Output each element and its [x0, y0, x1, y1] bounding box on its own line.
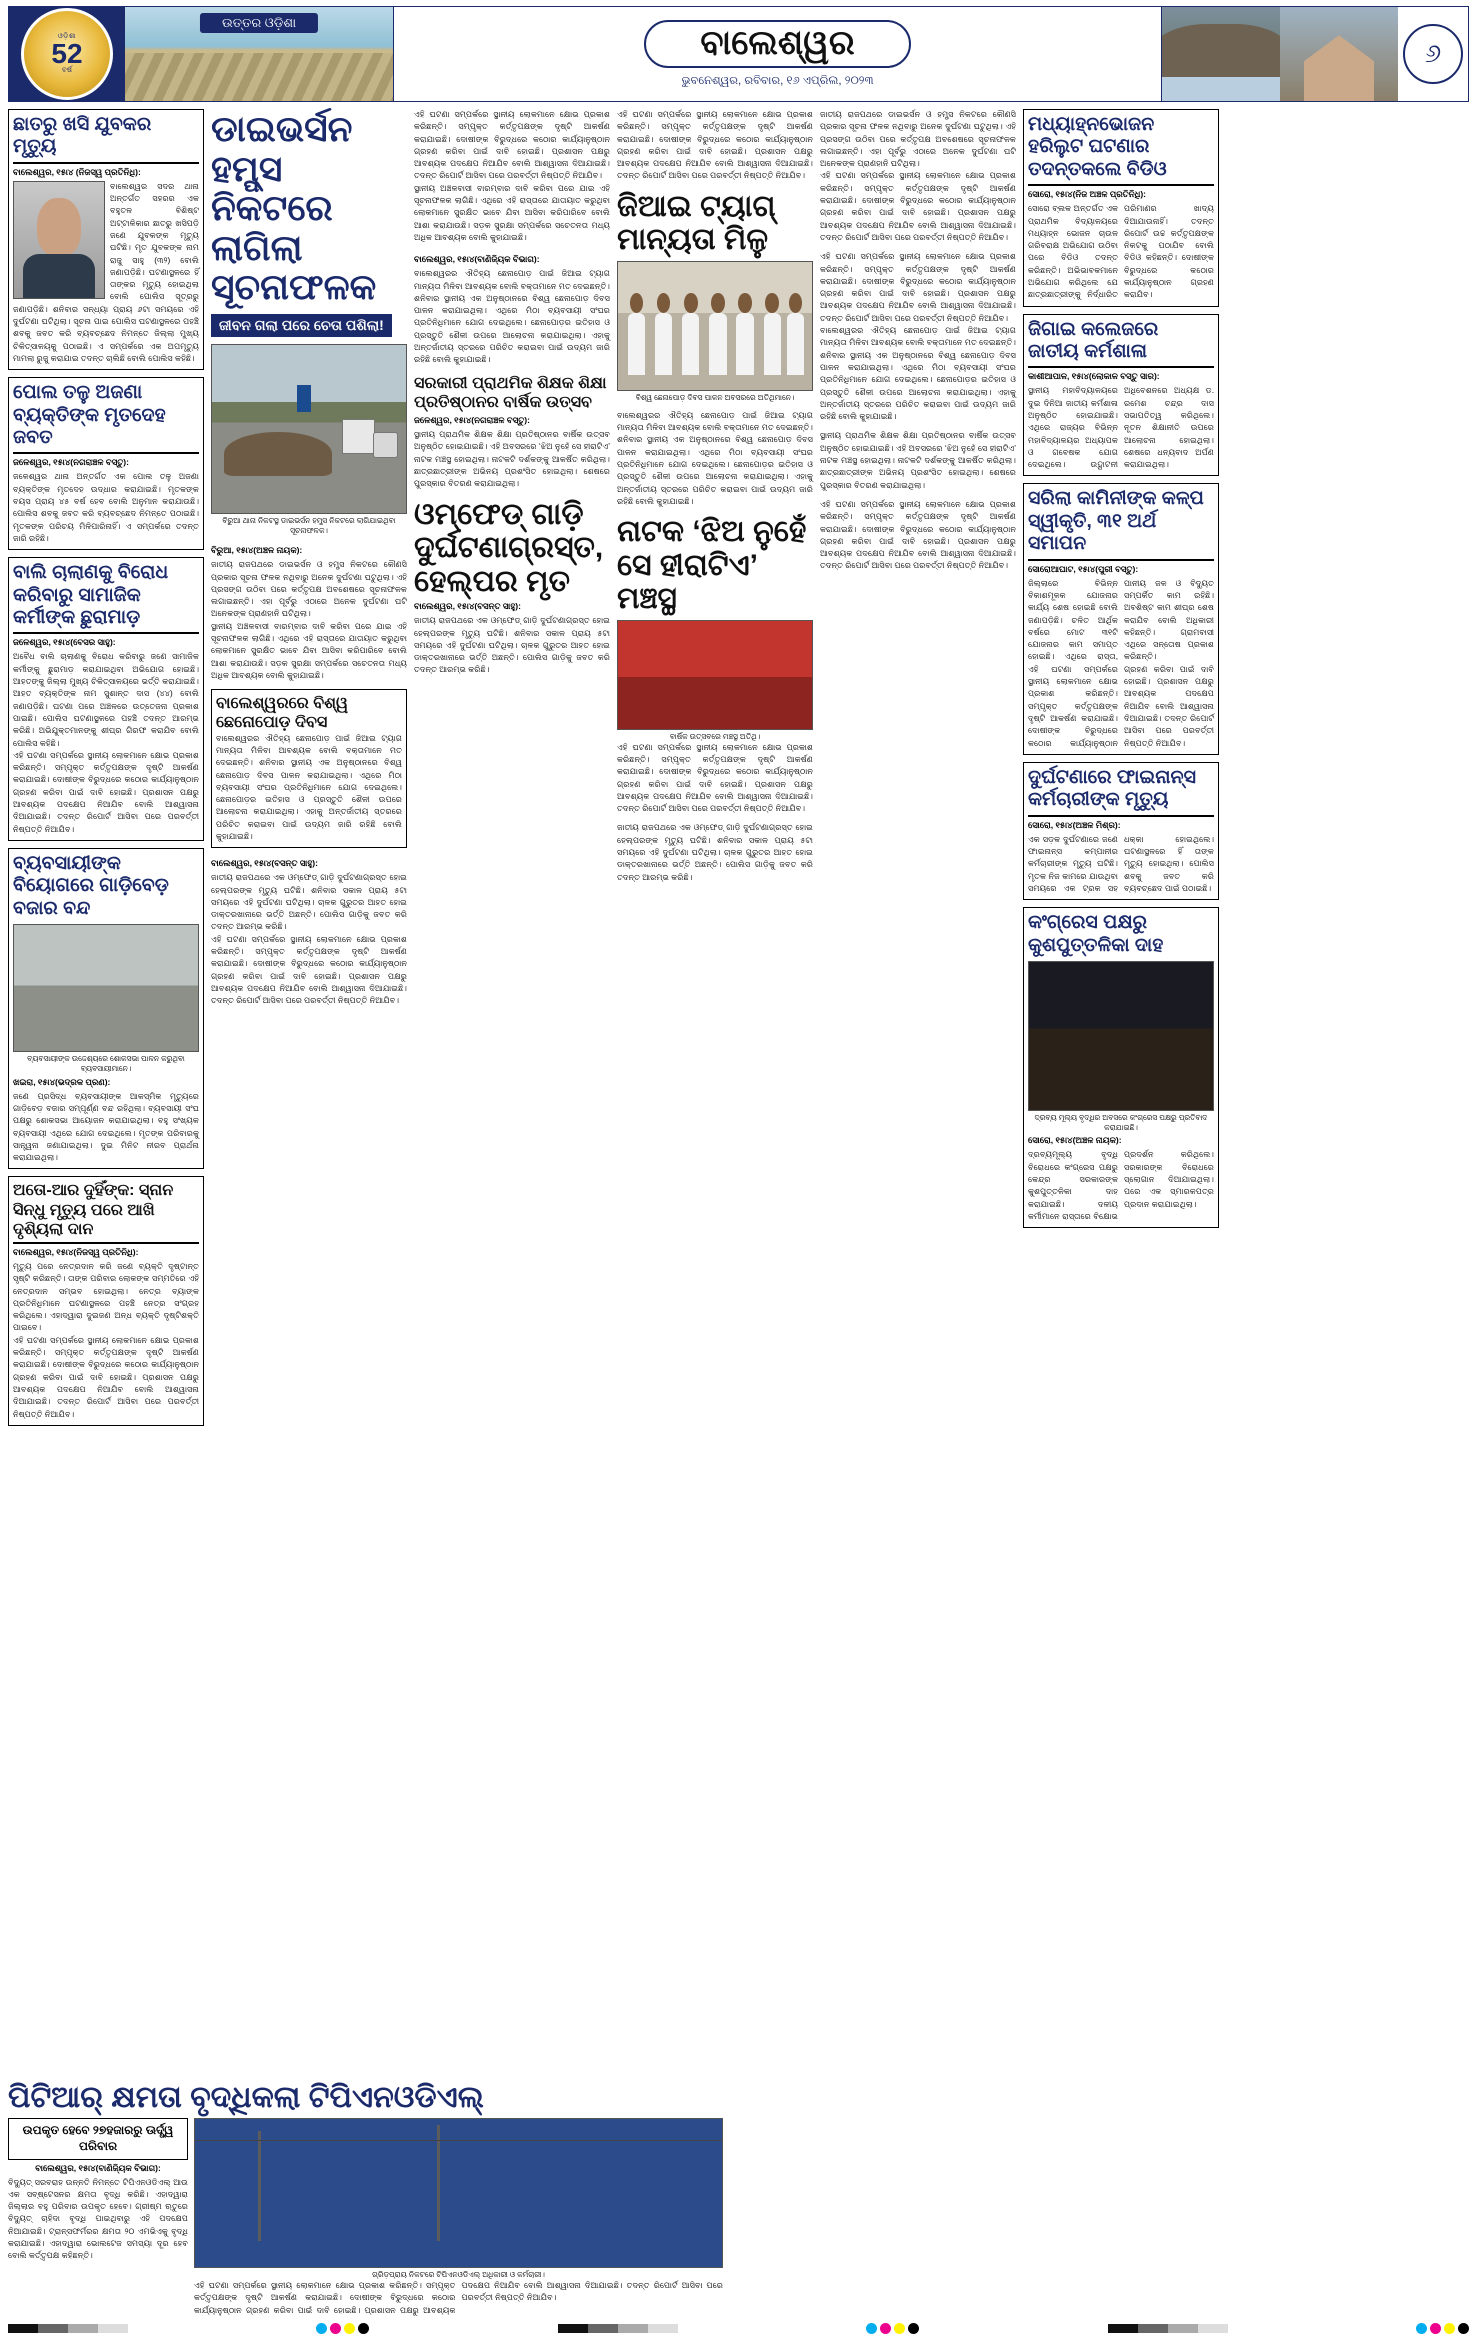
- yellow-dot: [1444, 2323, 1455, 2334]
- a14-boxed-note: ଉପକୃତ ହେବେ ୨୭ହଜାରରୁ ଊର୍ଦ୍ଧ୍ୱ ପରିବାର: [8, 2118, 188, 2159]
- person-body: [736, 313, 753, 374]
- a6-body-col4-holder: [617, 410, 813, 508]
- a6-dateline: ବାଲେଶ୍ୱର, ୧୫ା୪(ବାଣିଜ୍ୟିକ ବିଭାଗ):: [414, 254, 540, 265]
- power-wire: [195, 2140, 722, 2141]
- a11-headline: ଓମ୍ଫେଡ୍ ଗାଡ଼ି ଦୁର୍ଘଟଣାଗ୍ରସ୍ତ, ହେଲ୍ପର ମୃତ: [414, 497, 604, 598]
- black-dot: [358, 2323, 369, 2334]
- banner-ground: [125, 53, 393, 101]
- a13-headline: ଅତୋ-ଆର ଦୁହିଁଙ୍କ: ସ୍ନାନ ସିନ୍ଧୁ ମୃତ୍ୟୁ ପରେ ଆଖି ଦୃଶ୍ୟିଲା ଦାନ: [13, 1182, 174, 1238]
- person-head: [711, 293, 725, 313]
- a11-headline-holder: [414, 498, 610, 677]
- person-body: [1029, 962, 1213, 1033]
- a6-photo: [617, 261, 813, 391]
- a12-dateline: ସୋରୋ, ୧୫ା୪(ଅଞ୍ଚଳ ମିଶ୍ର):: [1028, 819, 1121, 830]
- a2-photo-holder: [211, 344, 407, 536]
- article-a5: [8, 377, 204, 550]
- column-1: [8, 109, 204, 1426]
- a14-body-row: [8, 2118, 723, 2317]
- a7-dateline: ଜଳେଶ୍ୱର, ୧୫ା୪(ବେସର ସାହୁ):: [13, 637, 116, 648]
- person-body: [195, 2226, 722, 2268]
- a11-body: ଜାତୀୟ ରାଜପଥରେ ଏକ ଓମ୍ଫେଡ୍ ଗାଡ଼ି ଦୁର୍ଘଟଣାଗ୍ରସ୍ତ ହୋଇ ହେଲ୍ପରଙ୍କ ମୃତ୍ୟୁ ଘଟିଛି। ଶନିବାର ସକାଳ ପ୍ରାୟ ୫ଟା ସମୟରେ ଏହି ଦୁର୍ଘଟଣା ଘଟିଥିଲା। ଚାଳକ ଗୁରୁତର ଆହତ ହୋଇ ଡାକ୍ତରଖାନାରେ ଭର୍ତ୍ତି ଅଛନ୍ତି। ପୋଲିସ ଗାଡ଼ିକୁ ଜବତ କରି ତଦନ୍ତ ଆରମ୍ଭ କରିଛି।: [414, 616, 610, 675]
- a15-body: ଦ୍ରବ୍ୟମୂଲ୍ୟ ବୃଦ୍ଧି ବିରୋଧରେ କଂଗ୍ରେସ ପକ୍ଷରୁ କେନ୍ଦ୍ର ସରକାରଙ୍କ କୁଶପୁତ୍ତଳିକା ଦାହ କରାଯାଇଛି। ଦଳୀୟ କର୍ମୀମାନେ ରାସ୍ତାରେ ବିକ୍ଷୋଭ ପ୍ରଦର୍ଶନ କରିଥିଲେ। ସରକାରଙ୍କ ବିରୋଧରେ ସ୍ଲୋଗାନ ଦିଆଯାଇଥିଲା। ପରେ ଏକ ସ୍ମାରକପତ୍ର ପ୍ରଦାନ କରାଯାଇଥିଲା।: [1028, 1150, 1214, 1221]
- a2-body-col4: ଏହି ଘଟଣା ସମ୍ପର୍କରେ ସ୍ଥାନୀୟ ଲୋକମାନେ କ୍ଷୋଭ ପ୍ରକାଶ କରିଛନ୍ତି। ସମ୍ପୃକ୍ତ କର୍ତ୍ତୃପକ୍ଷଙ୍କ ଦୃଷ୍ଟି ଆକର୍ଷଣ କରାଯାଇଛି। ଦୋଷୀଙ୍କ ବିରୁଦ୍ଧରେ କଠୋର କାର୍ଯ୍ୟାନୁଷ୍ଠାନ ଗ୍ରହଣ କରିବା ପାଇଁ ଦାବି ହୋଇଛି। ପ୍ରଶାସନ ପକ୍ଷରୁ ଆବଶ୍ୟକ ପଦକ୍ଷେପ ନିଆଯିବ ବୋଲି ଆଶ୍ୱାସନା ଦିଆଯାଇଛି। ତଦନ୍ତ ରିପୋର୍ଟ ଆସିବା ପରେ ପରବର୍ତ୍ତୀ ନିଷ୍ପତ୍ତି ନିଆଯିବ।: [617, 110, 813, 181]
- masthead-center: [393, 7, 1162, 101]
- cyan-dot: [316, 2323, 327, 2334]
- a2-body-col5: ଜାତୀୟ ରାଜପଥରେ ଡାଇଭର୍ସନ ଓ ହମ୍ପ୍ସ ନିକଟରେ କୌଣସି ପ୍ରକାର ସୂଚନା ଫଳକ ନଥିବାରୁ ଅନେକ ଦୁର୍ଘଟଣା ଘଟୁଥିଲା। ଏହି ପ୍ରସଙ୍ଗ ଉଠିବା ପରେ କର୍ତ୍ତୃପକ୍ଷ ଅବଶେଷରେ ସୂଚନାଫଳକ ଲଗାଇଛନ୍ତି। ଏହା ପୂର୍ବରୁ ଏଠାରେ ଅନେକ ଦୁର୍ଘଟଣା ଘଟି ଅନେକଙ୍କ ପ୍ରାଣହାନି ଘଟିଥିଲା।: [820, 110, 1016, 169]
- magenta-dot: [1430, 2323, 1441, 2334]
- a6-photo-caption: ବିଶ୍ୱ ଛେନାପୋଡ଼ ଦିବସ ପାଳନ ଅବସରରେ ଅତିଥିମାନେ।: [635, 392, 795, 402]
- column-5: [820, 109, 1016, 1426]
- article-a1: [8, 109, 204, 370]
- a5-body: ଜଳେଶ୍ୱର ଥାନା ଅନ୍ତର୍ଗତ ଏକ ପୋଲ ତଳୁ ଅଜଣା ବ୍ୟକ୍ତିଙ୍କ ମୃତଦେହ ଉଦ୍ଧାର କରାଯାଇଛି। ମୃତକଙ୍କ ବୟସ ପ୍ରାୟ ୪୫ ବର୍ଷ ହେବ ବୋଲି ଅନୁମାନ କରାଯାଉଛି। ପୋଲିସ ଶବକୁ ଜବତ କରି ବ୍ୟବଚ୍ଛେଦ ନିମନ୍ତେ ପଠାଇଛି। ମୃତକଙ୍କ ପରିଚୟ ମିଳିପାରିନାହିଁ। ଏ ସମ୍ପର୍କରେ ତଦନ୍ତ ଜାରି ରହିଛି।: [13, 472, 199, 543]
- a9-photo-caption: ବାର୍ଷିକ ଉତ୍ସବରେ ମଞ୍ଚସ୍ଥ ଅତିଥି।: [669, 731, 761, 741]
- face-shape: [37, 198, 80, 256]
- a9-left: [414, 374, 610, 491]
- masthead-photo-left: [1162, 7, 1280, 101]
- a6-kicker: ବାଲେଶ୍ୱରରେ ବିଶ୍ୱ ଛେନୋପୋଡ଼ ଦିବସ: [216, 695, 349, 732]
- a2-subhead-holder: [211, 314, 407, 337]
- a10-photo: [13, 924, 199, 1052]
- a6-body-col5b: ବାଲେଶ୍ୱରର ଐତିହ୍ୟ ଛେନାପୋଡ଼ ପାଇଁ ଜିଆଇ ଟ୍ୟାଗ ମାନ୍ୟତା ମିଳିବା ଆବଶ୍ୟକ ବୋଲି ବକ୍ତାମାନେ ମତ ଦେଇଛନ୍ତି। ଶନିବାର ସ୍ଥାନୀୟ ଏକ ଅନୁଷ୍ଠାନରେ ବିଶ୍ୱ ଛେନାପୋଡ଼ ଦିବସ ପାଳନ କରାଯାଇଥିଲା। ଏଥିରେ ମିଠା ବ୍ୟବସାୟୀ ସଂଘର ପ୍ରତିନିଧିମାନେ ଯୋଗ ଦେଇଥିଲେ। ଛେନାପୋଡ଼ର ଇତିହାସ ଓ ପ୍ରସ୍ତୁତି ଶୈଳୀ ଉପରେ ଆଲୋଚନା କରାଯାଇଥିଲା। ଏହାକୁ ଅନ୍ତର୍ଜାତୀୟ ସ୍ତରରେ ପରିଚିତ କରାଇବା ପାଇଁ ଉଦ୍ୟମ ଜାରି ରହିଛି ବୋଲି କୁହାଯାଇଛି।: [820, 326, 1016, 422]
- a2-body-1: ଜାତୀୟ ରାଜପଥରେ ଡାଇଭର୍ସନ ଓ ହମ୍ପ୍ସ ନିକଟରେ କୌଣସି ପ୍ରକାର ସୂଚନା ଫଳକ ନଥିବାରୁ ଅନେକ ଦୁର୍ଘଟଣା ଘଟୁଥିଲା। ଏହି ପ୍ରସଙ୍ଗ ଉଠିବା ପରେ କର୍ତ୍ତୃପକ୍ଷ ଅବଶେଷରେ ସୂଚନାଫଳକ ଲଗାଇଛନ୍ତି। ଏହା ପୂର୍ବରୁ ଏଠାରେ ଅନେକ ଦୁର୍ଘଟଣା ଘଟି ଅନେକଙ୍କ ପ୍ରାଣହାନି ଘଟିଥିଲା।: [211, 560, 407, 619]
- a14-note-wrap: [8, 2118, 188, 2262]
- article-a7: [8, 557, 204, 841]
- a8-body: ଜିଲ୍ଲାରେ ବିଭିନ୍ନ ବିକାଶମୂଳକ ଯୋଜନାର କାର୍ଯ୍ୟ ଶେଷ ହୋଇଛି ବୋଲି ଜଣାପଡ଼ିଛି। ଚଳିତ ଆର୍ଥିକ ବର୍ଷରେ ମୋଟ ୩୧ଟି ଯୋଜନାର କାମ ସମାପ୍ତ ହୋଇଛି। ଏଥିରେ ରାସ୍ତା, ପାନୀୟ ଜଳ ଓ ବିଦ୍ୟୁତ ସମ୍ପର୍କିତ କାମ ରହିଛି। ଅବଶିଷ୍ଟ କାମ ଶୀଘ୍ର ଶେଷ କରାଯିବ ବୋଲି ଅଧିକାରୀ କହିଛନ୍ତି। ଗ୍ରାମବାସୀ ଏଥିରେ ସନ୍ତୋଷ ପ୍ରକାଶ କରିଛନ୍ତି।: [1028, 578, 1214, 662]
- a14-body-left: ବିଦ୍ୟୁତ୍ ସରବରାହ ଉନ୍ନତି ନିମନ୍ତେ ଟିପିଏନଓଡିଏଲ୍ ଆଉ ଏକ ସବ୍‍ଷ୍ଟେସନର କ୍ଷମତା ବୃଦ୍ଧି କରିଛି। ଏହାଦ୍ୱାରା ଜିଲ୍ଲାର ବହୁ ପରିବାର ଉପକୃତ ହେବେ। ଗ୍ରୀଷ୍ମ ଋତୁରେ ବିଦ୍ୟୁତ୍ ଚାହିଦା ବୃଦ୍ଧି ପାଇଥିବାରୁ ଏହି ପଦକ୍ଷେପ ନିଆଯାଇଛି। ଟ୍ରାନ୍ସଫର୍ମରର କ୍ଷମତା ୨୦ ଏମଭିଏକୁ ବୃଦ୍ଧି କରାଯାଇଛି। ଏହାଦ୍ୱାରା ଭୋଲଟେଜ ସମସ୍ୟା ଦୂର ହେବ ବୋଲି କର୍ତ୍ତୃପକ୍ଷ କହିଛନ୍ତି।: [8, 2177, 188, 2261]
- road-dirt-pile: [224, 432, 333, 476]
- person-body: [628, 313, 645, 374]
- a14-headline: ପିଟିଆର୍ କ୍ଷମତା ବୃଦ୍ଧିକଲା ଟିପିଏନଓଡିଏଲ୍: [8, 2080, 484, 2114]
- a2-body-cont2: ସ୍ଥାନୀୟ ଅଞ୍ଚଳବାସୀ ବାରମ୍ବାର ଦାବି କରିବା ପରେ ଯାଇ ଏହି ସୂଚନାଫଳକ ଲାଗିଛି। ଏଥିରେ ଏହି ରାସ୍ତାରେ ଯାତାୟାତ କରୁଥିବା ଲୋକମାନେ ସୁରକ୍ଷିତ ଭାବେ ଯିବା ଆସିବା କରିପାରିବେ ବୋଲି ଆଶା କରାଯାଉଛି। ସଡ଼କ ସୁରକ୍ଷା ସମ୍ପର୍କରେ ସଚେତନତା ମଧ୍ୟ ଅଧିକ ଆବଶ୍ୟକ ବୋଲି କୁହାଯାଇଛି।: [414, 183, 610, 242]
- a11-dateline-2: ବାଲେଶ୍ୱର, ୧୫ା୪(ବସନ୍ତ ସାହୁ):: [414, 601, 521, 612]
- a2-body-cont: ଏହି ଘଟଣା ସମ୍ପର୍କରେ ସ୍ଥାନୀୟ ଲୋକମାନେ କ୍ଷୋଭ ପ୍ରକାଶ କରିଛନ୍ତି। ସମ୍ପୃକ୍ତ କର୍ତ୍ତୃପକ୍ଷଙ୍କ ଦୃଷ୍ଟି ଆକର୍ଷଣ କରାଯାଇଛି। ଦୋଷୀଙ୍କ ବିରୁଦ୍ଧରେ କଠୋର କାର୍ଯ୍ୟାନୁଷ୍ଠାନ ଗ୍ରହଣ କରିବା ପାଇଁ ଦାବି ହୋଇଛି। ପ୍ରଶାସନ ପକ୍ଷରୁ ଆବଶ୍ୟକ ପଦକ୍ଷେପ ନିଆଯିବ ବୋଲି ଆଶ୍ୱାସନା ଦିଆଯାଇଛି। ତଦନ୍ତ ରିପୋର୍ଟ ଆସିବା ପରେ ପରବର୍ତ୍ତୀ ନିଷ୍ପତ୍ତି ନିଆଯିବ।: [414, 110, 610, 181]
- article-a10: [8, 848, 204, 1170]
- a2-photo-caption: ବିରୁଆ ଥାନା ନିକଟସ୍ଥ ଡାଇଭର୍ସନ ହମ୍ପ୍ସ ନିକଟରେ ଲାଗିଯାଇଥିବା ସୂଚନାଫଳକ।: [222, 515, 396, 535]
- a7-body-cont: ଏହି ଘଟଣା ସମ୍ପର୍କରେ ସ୍ଥାନୀୟ ଲୋକମାନେ କ୍ଷୋଭ ପ୍ରକାଶ କରିଛନ୍ତି। ସମ୍ପୃକ୍ତ କର୍ତ୍ତୃପକ୍ଷଙ୍କ ଦୃଷ୍ଟି ଆକର୍ଷଣ କରାଯାଇଛି। ଦୋଷୀଙ୍କ ବିରୁଦ୍ଧରେ କଠୋର କାର୍ଯ୍ୟାନୁଷ୍ଠାନ ଗ୍ରହଣ କରିବା ପାଇଁ ଦାବି ହୋଇଛି। ପ୍ରଶାସନ ପକ୍ଷରୁ ଆବଶ୍ୟକ ପଦକ୍ଷେପ ନିଆଯିବ ବୋଲି ଆଶ୍ୱାସନା ଦିଆଯାଇଛି। ତଦନ୍ତ ରିପୋର୍ଟ ଆସିବା ପରେ ପରବର୍ତ୍ତୀ ନିଷ୍ପତ୍ତି ନିଆଯିବ।: [13, 750, 199, 834]
- a9-dateline: ଜଳେଶ୍ୱର, ୧୫ା୪(ନଗରାଞ୍ଚଳ ବସ୍ତୁ):: [414, 415, 530, 426]
- a1-body: ବାଲେଶ୍ୱର ସଦର ଥାନା ଅନ୍ତର୍ଗତ ସହରର ଏକ ବହୁତଳ ବିଶିଷ୍ଟ ଅଟ୍ଟାଳିକାର ଛାତରୁ ଖସିପଡ଼ି ଜଣେ ଯୁବକଙ୍କ ମୃତ୍ୟୁ ଘଟିଛି। ମୃତ ଯୁବକଙ୍କ ନାମ ରାଜୁ ସାହୁ (୩୨) ବୋଲି ଜଣାପଡ଼ିଛି। ଘଟଣାସ୍ଥଳରେ ହିଁ ତାଙ୍କର ମୃତ୍ୟୁ ହୋଇଥିଲା ବୋଲି ପୋଲିସ ସୂତ୍ରରୁ ଜଣାପଡ଼ିଛି। ଶନିବାର ସନ୍ଧ୍ୟା ପ୍ରାୟ ୬ଟା ସମୟରେ ଏହି ଦୁର୍ଘଟଣା ଘଟିଥିଲା। ସୂଚନା ପାଇ ପୋଲିସ ଘଟଣାସ୍ଥଳରେ ପହଞ୍ଚି ଶବକୁ ଜବତ କରି ବ୍ୟବଚ୍ଛେଦ ନିମନ୍ତେ ଜିଲ୍ଲା ମୁଖ୍ୟ ଚିକିତ୍ସାଳୟକୁ ପଠାଇଛି। ଏ ସମ୍ପର୍କରେ ଏକ ଅପମୃତ୍ୟୁ ମାମଲା ରୁଜୁ କରାଯାଇ ତଦନ୍ତ ଚାଲିଛି ବୋଲି ପୋଲିସ କହିଛି।: [13, 181, 199, 363]
- a7-body: ଅବୈଧ ବାଲି ଚାଲାଣକୁ ବିରୋଧ କରିବାରୁ ଜଣେ ସାମାଜିକ କର୍ମୀଙ୍କୁ ଛୁରାମାଡ଼ କରାଯାଇଥିବା ଅଭିଯୋଗ ହୋଇଛି। ଆହତଙ୍କୁ ଜିଲ୍ଲା ମୁଖ୍ୟ ଚିକିତ୍ସାଳୟରେ ଭର୍ତ୍ତି କରାଯାଇଛି। ଆହତ ବ୍ୟକ୍ତିଙ୍କ ନାମ ସୁଶାନ୍ତ ଦାସ (୪୪) ବୋଲି ଜଣାପଡ଼ିଛି। ଘଟଣା ପରେ ଅଞ୍ଚଳରେ ଉତ୍ତେଜନା ପ୍ରକାଶ ପାଇଛି। ପୋଲିସ ଘଟଣାସ୍ଥଳରେ ପହଞ୍ଚି ତଦନ୍ତ ଆରମ୍ଭ କରିଛି। ଅଭିଯୁକ୍ତମାନଙ୍କୁ ଶୀଘ୍ର ଗିରଫ କରାଯିବ ବୋଲି ପୋଲିସ କହିଛି।: [13, 652, 199, 748]
- a6-body-col5: ଏହି ଘଟଣା ସମ୍ପର୍କରେ ସ୍ଥାନୀୟ ଲୋକମାନେ କ୍ଷୋଭ ପ୍ରକାଶ କରିଛନ୍ତି। ସମ୍ପୃକ୍ତ କର୍ତ୍ତୃପକ୍ଷଙ୍କ ଦୃଷ୍ଟି ଆକର୍ଷଣ କରାଯାଇଛି। ଦୋଷୀଙ୍କ ବିରୁଦ୍ଧରେ କଠୋର କାର୍ଯ୍ୟାନୁଷ୍ଠାନ ଗ୍ରହଣ କରିବା ପାଇଁ ଦାବି ହୋଇଛି। ପ୍ରଶାସନ ପକ୍ଷରୁ ଆବଶ୍ୟକ ପଦକ୍ଷେପ ନିଆଯିବ ବୋଲି ଆଶ୍ୱାସନା ଦିଆଯାଇଛି। ତଦନ୍ତ ରିପୋର୍ଟ ଆସିବା ପରେ ପରବର୍ତ୍ତୀ ନିଷ୍ପତ୍ତି ନିଆଯିବ।: [820, 252, 1016, 323]
- column-6: [1023, 109, 1219, 1426]
- a14-photo-wrap: [194, 2118, 723, 2317]
- article-a13: [8, 1176, 204, 1425]
- a3-headline: ମଧ୍ୟାହ୍ନଭୋଜନ ହରିଲୁଟ ଘଟଣାର ତଦନ୍ତକଲେ ବିଡିଓ: [1028, 114, 1167, 180]
- person-head: [630, 293, 644, 313]
- seal-number: 52: [51, 38, 83, 69]
- person-body: [1029, 1104, 1213, 1111]
- page-title: ବାଲେଶ୍ୱର: [644, 20, 910, 68]
- column-2: [211, 109, 407, 1426]
- masthead-dateline: ଭୁବନେଶ୍ୱର, ରବିବାର, ୧୬ ଏପ୍ରିଲ, ୨୦୨୩: [681, 74, 874, 87]
- a10-body: ଜଣେ ପ୍ରସିଦ୍ଧ ବ୍ୟବସାୟୀଙ୍କ ଆକସ୍ମିକ ମୃତ୍ୟୁରେ ଗାଡ଼ିବେଡ଼ ବଜାର ସମ୍ପୂର୍ଣ୍ଣ ବନ୍ଦ ରହିଥିଲା। ବ୍ୟବସାୟୀ ସଂଘ ପକ୍ଷରୁ ଶୋକସଭା ଆୟୋଜନ କରାଯାଇଥିଲା। ବହୁ ସଂଖ୍ୟକ ବ୍ୟବସାୟୀ ଏଥିରେ ଯୋଗ ଦେଇଥିଲେ। ମୃତଙ୍କ ପରିବାରକୁ ସାନ୍ତ୍ୱନା ଜଣାଯାଇଥିଲା। ଦୁଇ ମିନିଟ ନୀରବ ପ୍ରାର୍ଥନା କରାଯାଇଥିଲା।: [13, 1091, 199, 1163]
- divider: [13, 162, 199, 164]
- black-dot: [908, 2323, 919, 2334]
- page-number: ୬: [1403, 24, 1463, 84]
- person-body: [764, 313, 781, 374]
- a14-photo: [194, 2118, 723, 2268]
- column-4: [617, 109, 813, 1426]
- a14-header: [8, 2081, 723, 2115]
- a4-dateline: କାଶୀଆପାଳ, ୧୫ା୪(ଲୋକାଳ ବସ୍ତୁ ସାର):: [1028, 371, 1160, 382]
- a4-headline: ଜିଗାଇ କଲେଜରେ ଜାତୀୟ କର୍ମଶାଳା: [1028, 318, 1159, 362]
- a6-headline: ଜିଆଇ ଟ୍ୟାଗ୍ ମାନ୍ୟତା ମିଳୁ: [617, 189, 776, 257]
- person-body: [618, 621, 812, 669]
- article-a3: [1023, 109, 1219, 307]
- grayscale-bar: [8, 2324, 128, 2333]
- grayscale-bar-2: [558, 2324, 678, 2333]
- person-head: [684, 293, 698, 313]
- a9-body-left: ସ୍ଥାନୀୟ ପ୍ରାଥମିକ ଶିକ୍ଷକ ଶିକ୍ଷା ପ୍ରତିଷ୍ଠାନର ବାର୍ଷିକ ଉତ୍ସବ ଅନୁଷ୍ଠିତ ହୋଇଯାଇଛି। ଏହି ଅବସରରେ ‘ଝିଅ ନୁହେଁ ସେ ହୀରାଟିଏ’ ନାଟକ ମଞ୍ଚସ୍ଥ ହୋଇଥିଲା। ନାଟକଟି ଦର୍ଶକଙ୍କୁ ଆକର୍ଷିତ କରିଥିଲା। ଛାତ୍ରଛାତ୍ରୀଙ୍କ ଅଭିନୟ ପ୍ରଶଂସିତ ହୋଇଥିଲା। ଶେଷରେ ପୁରସ୍କାର ବିତରଣ କରାଯାଇଥିଲା।: [414, 430, 610, 489]
- a2-text-holder: [211, 542, 407, 682]
- article-a12: [1023, 762, 1219, 900]
- column-3: [414, 109, 610, 1426]
- seal-top-text: ଓଡ଼ିଶା: [57, 33, 77, 40]
- person-head: [789, 293, 803, 313]
- yellow-dot: [344, 2323, 355, 2334]
- grayscale-bar-3: [1108, 2324, 1228, 2333]
- a11-body-col5: ଏହି ଘଟଣା ସମ୍ପର୍କରେ ସ୍ଥାନୀୟ ଲୋକମାନେ କ୍ଷୋଭ ପ୍ରକାଶ କରିଛନ୍ତି। ସମ୍ପୃକ୍ତ କର୍ତ୍ତୃପକ୍ଷଙ୍କ ଦୃଷ୍ଟି ଆକର୍ଷଣ କରାଯାଇଛି। ଦୋଷୀଙ୍କ ବିରୁଦ୍ଧରେ କଠୋର କାର୍ଯ୍ୟାନୁଷ୍ଠାନ ଗ୍ରହଣ କରିବା ପାଇଁ ଦାବି ହୋଇଛି। ପ୍ରଶାସନ ପକ୍ଷରୁ ଆବଶ୍ୟକ ପଦକ୍ଷେପ ନିଆଯିବ ବୋଲି ଆଶ୍ୱାସନା ଦିଆଯାଇଛି। ତଦନ୍ତ ରିପୋର୍ଟ ଆସିବା ପରେ ପରବର୍ତ୍ତୀ ନିଷ୍ପତ୍ତି ନିଆଯିବ।: [820, 499, 1016, 571]
- masthead-photo-right: [1280, 7, 1398, 101]
- masthead-logo: [9, 7, 125, 101]
- a3-body: ସୋରୋ ବ୍ଲକ ଅନ୍ତର୍ଗତ ଏକ ପ୍ରାଥମିକ ବିଦ୍ୟାଳୟରେ ମଧ୍ୟାହ୍ନ ଭୋଜନ ଚାଉଳ ଗରିବରାକ୍ଷ ଅଭିଯୋଗ ଉଠିବା ପରେ ବିଡିଓ ତଦନ୍ତ କରିଛନ୍ତି। ଅଭିଭାବକମାନେ ଅଭିଯୋଗ କରିଥିଲେ ଯେ ଛାତ୍ରଛାତ୍ରୀଙ୍କୁ ନିର୍ଦ୍ଧାରିତ ପରିମାଣର ଖାଦ୍ୟ ଦିଆଯାଉନାହିଁ। ତଦନ୍ତ ରିପୋର୍ଟ ଉଚ୍ଚ କର୍ତ୍ତୃପକ୍ଷଙ୍କ ନିକଟକୁ ପଠାଯିବ ବୋଲି ବିଡିଓ କହିଛନ୍ତି। ଦୋଷୀଙ୍କ ବିରୁଦ୍ଧରେ କଠୋର କାର୍ଯ୍ୟାନୁଷ୍ଠାନ ଗ୍ରହଣ କରାଯିବ।: [1028, 204, 1214, 300]
- a5-dateline: ଜଳେଶ୍ୱର, ୧୫ା୪(ନଗରାଞ୍ଚଳ ବସ୍ତୁ):: [13, 457, 129, 468]
- a11-dateline: ବାଲେଶ୍ୱର, ୧୫ା୪(ବସନ୍ତ ସାହୁ):: [211, 858, 318, 869]
- a1-portrait-photo: [13, 181, 105, 299]
- cmyk-dots-right: [1416, 2323, 1469, 2334]
- water-shape: [1162, 77, 1280, 101]
- a8-body-cont: ଏହି ଘଟଣା ସମ୍ପର୍କରେ ସ୍ଥାନୀୟ ଲୋକମାନେ କ୍ଷୋଭ ପ୍ରକାଶ କରିଛନ୍ତି। ସମ୍ପୃକ୍ତ କର୍ତ୍ତୃପକ୍ଷଙ୍କ ଦୃଷ୍ଟି ଆକର୍ଷଣ କରାଯାଇଛି। ଦୋଷୀଙ୍କ ବିରୁଦ୍ଧରେ କଠୋର କାର୍ଯ୍ୟାନୁଷ୍ଠାନ ଗ୍ରହଣ କରିବା ପାଇଁ ଦାବି ହୋଇଛି। ପ୍ରଶାସନ ପକ୍ଷରୁ ଆବଶ୍ୟକ ପଦକ୍ଷେପ ନିଆଯିବ ବୋଲି ଆଶ୍ୱାସନା ଦିଆଯାଇଛି। ତଦନ୍ତ ରିପୋର୍ଟ ଆସିବା ପରେ ପରବର୍ତ୍ତୀ ନିଷ୍ପତ୍ତି ନିଆଯିବ।: [1028, 664, 1214, 748]
- a11-col5: [820, 499, 1016, 573]
- person-body: [618, 716, 812, 730]
- a15-photo-caption: ଦ୍ରବ୍ୟ ମୂଲ୍ୟ ବୃଦ୍ଧିର ଅବସରେ କଂଗ୍ରେସ ପକ୍ଷରୁ ପ୍ରତିବାଦ କରାଯାଇଛି।: [1034, 1112, 1208, 1132]
- region-tag: ଉତ୍ତର ଓଡ଼ିଶା: [200, 13, 318, 33]
- divider: [1028, 815, 1214, 817]
- person-head: [738, 293, 752, 313]
- page-number-holder: [1398, 7, 1468, 101]
- cyan-dot: [866, 2323, 877, 2334]
- black-dot: [1458, 2323, 1469, 2334]
- article-a4: [1023, 314, 1219, 477]
- person-head: [765, 293, 779, 313]
- cmyk-dots-left: [316, 2323, 369, 2334]
- a2-headline-holder: [211, 109, 407, 307]
- cmyk-dots-mid: [866, 2323, 919, 2334]
- a9-kicker: ସରକାରୀ ପ୍ରାଥମିକ ଶିକ୍ଷକ ଶିକ୍ଷା ପ୍ରତିଷ୍ଠାନର ବାର୍ଷିକ ଉତ୍ସବ: [414, 374, 607, 411]
- divider: [13, 632, 199, 634]
- article-a6-left: [211, 689, 407, 848]
- a2-headline: ଡାଇଭର୍ସନ ହମ୍ପ୍ସ ନିକଟରେ ଲାଗିଲା ସୂଚନାଫଳକ: [211, 108, 377, 308]
- person-body: [682, 313, 699, 374]
- divider: [13, 452, 199, 454]
- a7-headline: ବାଲି ଚାଲାଣକୁ ବିରୋଧ କରିବାରୁ ସାମାଜିକ କର୍ମୀଙ୍କ ଛୁରାମାଡ଼: [13, 562, 169, 629]
- a4-body: ସ୍ଥାନୀୟ ମହାବିଦ୍ୟାଳୟରେ ଦୁଇ ଦିନିଆ ଜାତୀୟ କର୍ମଶାଳା ଅନୁଷ୍ଠିତ ହୋଇଯାଇଛି। ଏଥିରେ ରାଜ୍ୟର ବିଭିନ୍ନ ମହାବିଦ୍ୟାଳୟର ଅଧ୍ୟାପକ ଓ ଗବେଷକ ଯୋଗ ଦେଇଥିଲେ। ଉଦ୍ଘାଟନୀ ଅଧିବେଶନରେ ଅଧ୍ୟକ୍ଷ ଡ. ରମେଶ ଚନ୍ଦ୍ର ଦାସ ସଭାପତିତ୍ୱ କରିଥିଲେ। ନୂତନ ଶିକ୍ଷାନୀତି ଉପରେ ଆଲୋଚନା ହୋଇଥିଲା। ଶେଷରେ ଧନ୍ୟବାଦ ଅର୍ପଣ କରାଯାଇଥିଲା।: [1028, 386, 1214, 470]
- a6-mid: [414, 251, 610, 366]
- a2-subhead: ଜୀବନ ଗଲା ପରେ ଚେତା ପଶିଲା!: [211, 314, 392, 337]
- a8-headline: ସରିଲା କାମିନୀଙ୍କ କଳ୍ପ ସ୍ୱୀକୃତି, ୩୧ ଅର୍ଥ ସମାପନ: [1028, 488, 1204, 555]
- cyan-dot: [1416, 2323, 1427, 2334]
- divider: [13, 1242, 199, 1244]
- seal-bottom-text: ବର୍ଷ: [62, 67, 72, 74]
- a14-headline-wrap: [8, 2081, 723, 2115]
- magenta-dot: [880, 2323, 891, 2334]
- a11-left: [211, 855, 407, 1007]
- a6-body-col4: ବାଲେଶ୍ୱରର ଐତିହ୍ୟ ଛେନାପୋଡ଼ ପାଇଁ ଜିଆଇ ଟ୍ୟାଗ ମାନ୍ୟତା ମିଳିବା ଆବଶ୍ୟକ ବୋଲି ବକ୍ତାମାନେ ମତ ଦେଇଛନ୍ତି। ଶନିବାର ସ୍ଥାନୀୟ ଏକ ଅନୁଷ୍ଠାନରେ ବିଶ୍ୱ ଛେନାପୋଡ଼ ଦିବସ ପାଳନ କରାଯାଇଥିଲା। ଏଥିରେ ମିଠା ବ୍ୟବସାୟୀ ସଂଘର ପ୍ରତିନିଧିମାନେ ଯୋଗ ଦେଇଥିଲେ। ଛେନାପୋଡ଼ର ଇତିହାସ ଓ ପ୍ରସ୍ତୁତି ଶୈଳୀ ଉପରେ ଆଲୋଚନା କରାଯାଇଥିଲା। ଏହାକୁ ଅନ୍ତର୍ଜାତୀୟ ସ୍ତରରେ ପରିଚିତ କରାଇବା ପାଇଁ ଉଦ୍ୟମ ଜାରି ରହିଛି ବୋଲି କୁହାଯାଇଛି।: [617, 410, 813, 506]
- a2-dateline: ବିରୁଆ, ୧୫ା୪(ଅଞ୍ଚଳ ନାୟକ):: [211, 545, 303, 556]
- a11-body-left: ଜାତୀୟ ରାଜପଥରେ ଏକ ଓମ୍ଫେଡ୍ ଗାଡ଼ି ଦୁର୍ଘଟଣାଗ୍ରସ୍ତ ହୋଇ ହେଲ୍ପରଙ୍କ ମୃତ୍ୟୁ ଘଟିଛି। ଶନିବାର ସକାଳ ପ୍ରାୟ ୫ଟା ସମୟରେ ଏହି ଦୁର୍ଘଟଣା ଘଟିଥିଲା। ଚାଳକ ଗୁରୁତର ଆହତ ହୋଇ ଡାକ୍ତରଖାନାରେ ଭର୍ତ୍ତି ଅଛନ୍ତି। ପୋଲିସ ଗାଡ଼ିକୁ ଜବତ କରି ତଦନ୍ତ ଆରମ୍ଭ କରିଛି।: [211, 873, 407, 932]
- a15-photo: [1028, 961, 1214, 1111]
- road-sign: [297, 385, 311, 412]
- a5-headline: ପୋଲ ତଳୁ ଅଜଣା ବ୍ୟକ୍ତିଙ୍କ ମୃତଦେହ ଜବତ: [13, 382, 166, 449]
- a15-dateline: ସୋରୋ, ୧୫ା୪(ଅଞ୍ଚଳ ନାୟକ):: [1028, 1135, 1122, 1146]
- person-body: [709, 313, 726, 374]
- car-shape: [373, 432, 398, 458]
- divider: [1028, 366, 1214, 368]
- a2-col4: [617, 109, 813, 183]
- a9-headline: ନାଟକ ‘ଝିଅ ନୁହେଁ ସେ ହୀରାଟିଏ’ ମଞ୍ଚସ୍ଥ: [617, 515, 807, 616]
- a6-body-mid: ବାଲେଶ୍ୱରର ଐତିହ୍ୟ ଛେନାପୋଡ଼ ପାଇଁ ଜିଆଇ ଟ୍ୟାଗ ମାନ୍ୟତା ମିଳିବା ଆବଶ୍ୟକ ବୋଲି ବକ୍ତାମାନେ ମତ ଦେଇଛନ୍ତି। ଶନିବାର ସ୍ଥାନୀୟ ଏକ ଅନୁଷ୍ଠାନରେ ବିଶ୍ୱ ଛେନାପୋଡ଼ ଦିବସ ପାଳନ କରାଯାଇଥିଲା। ଏଥିରେ ମିଠା ବ୍ୟବସାୟୀ ସଂଘର ପ୍ରତିନିଧିମାନେ ଯୋଗ ଦେଇଥିଲେ। ଛେନାପୋଡ଼ର ଇତିହାସ ଓ ପ୍ରସ୍ତୁତି ଶୈଳୀ ଉପରେ ଆଲୋଚନା କରାଯାଇଥିଲା। ଏହାକୁ ଅନ୍ତର୍ଜାତୀୟ ସ୍ତରରେ ପରିଚିତ କରାଇବା ପାଇଁ ଉଦ୍ୟମ ଜାରି ରହିଛି ବୋଲି କୁହାଯାଇଛି।: [414, 269, 610, 365]
- a6-col5: [820, 251, 1016, 423]
- a10-photo-caption: ବ୍ୟବସାୟୀଙ୍କ ଉଦ୍ଦେଶ୍ୟରେ ଶୋକସଭା ପାଳନ କରୁଥିବା ବ୍ୟବସାୟୀମାନେ।: [27, 1054, 185, 1073]
- masthead-banner-photo: [125, 7, 393, 101]
- a10-dateline: ଖଇରା, ୧୫ା୪(ଭଦ୍ରକ ପ୍ରଣ):: [13, 1076, 111, 1087]
- a13-dateline: ବାଲେଶ୍ୱର, ୧୫ା୪(ନିଜସ୍ୱ ପ୍ରତିନିଧି):: [13, 1247, 139, 1257]
- shirt-shape: [23, 254, 95, 299]
- a1-dateline: ବାଲେଶ୍ୱର, ୧୫ା୪ (ନିଜସ୍ୱ ପ୍ରତିନିଧି):: [13, 166, 141, 177]
- a10-headline: ବ୍ୟବସାୟୀଙ୍କ ବିୟୋଗରେ ଗାଡ଼ିବେଡ଼ ବଜାର ବନ୍ଦ: [13, 852, 169, 919]
- power-tower-icon: [437, 2125, 440, 2240]
- truck-shape: [342, 419, 375, 455]
- a6-photo-holder: [617, 190, 813, 403]
- person-body: [787, 313, 804, 374]
- person-body: [195, 2173, 722, 2226]
- page-content: [8, 109, 1469, 1426]
- article-a15: [1023, 907, 1219, 1228]
- a9-photo-holder: [617, 515, 813, 815]
- article-a8: [1023, 483, 1219, 754]
- a8-dateline: ସୋରୋଆଘାଟ, ୧୫ା୪(ପୁରୀ ବସ୍ତୁ):: [1028, 563, 1139, 574]
- a11-body-left-cont: ଏହି ଘଟଣା ସମ୍ପର୍କରେ ସ୍ଥାନୀୟ ଲୋକମାନେ କ୍ଷୋଭ ପ୍ରକାଶ କରିଛନ୍ତି। ସମ୍ପୃକ୍ତ କର୍ତ୍ତୃପକ୍ଷଙ୍କ ଦୃଷ୍ଟି ଆକର୍ଷଣ କରାଯାଇଛି। ଦୋଷୀଙ୍କ ବିରୁଦ୍ଧରେ କଠୋର କାର୍ଯ୍ୟାନୁଷ୍ଠାନ ଗ୍ରହଣ କରିବା ପାଇଁ ଦାବି ହୋଇଛି। ପ୍ରଶାସନ ପକ୍ଷରୁ ଆବଶ୍ୟକ ପଦକ୍ଷେପ ନିଆଯିବ ବୋଲି ଆଶ୍ୱାସନା ଦିଆଯାଇଛି। ତଦନ୍ତ ରିପୋର୍ଟ ଆସିବା ପରେ ପରବର୍ତ୍ତୀ ନିଷ୍ପତ୍ତି ନିଆଯିବ।: [211, 934, 407, 1006]
- a2-photo: [211, 344, 407, 514]
- magenta-dot: [330, 2323, 341, 2334]
- a9-col5: [820, 430, 1016, 491]
- a11-body-col4: ଜାତୀୟ ରାଜପଥରେ ଏକ ଓମ୍ଫେଡ୍ ଗାଡ଼ି ଦୁର୍ଘଟଣାଗ୍ରସ୍ତ ହୋଇ ହେଲ୍ପରଙ୍କ ମୃତ୍ୟୁ ଘଟିଛି। ଶନିବାର ସକାଳ ପ୍ରାୟ ୫ଟା ସମୟରେ ଏହି ଦୁର୍ଘଟଣା ଘଟିଥିଲା। ଚାଳକ ଗୁରୁତର ଆହତ ହୋଇ ଡାକ୍ତରଖାନାରେ ଭର୍ତ୍ତି ଅଛନ୍ତି। ପୋଲିସ ଗାଡ଼ିକୁ ଜବତ କରି ତଦନ୍ତ ଆରମ୍ଭ କରିଛି।: [617, 823, 813, 882]
- article-a14: [8, 2081, 723, 2317]
- a2-body-col5b: ଏହି ଘଟଣା ସମ୍ପର୍କରେ ସ୍ଥାନୀୟ ଲୋକମାନେ କ୍ଷୋଭ ପ୍ରକାଶ କରିଛନ୍ତି। ସମ୍ପୃକ୍ତ କର୍ତ୍ତୃପକ୍ଷଙ୍କ ଦୃଷ୍ଟି ଆକର୍ଷଣ କରାଯାଇଛି। ଦୋଷୀଙ୍କ ବିରୁଦ୍ଧରେ କଠୋର କାର୍ଯ୍ୟାନୁଷ୍ଠାନ ଗ୍ରହଣ କରିବା ପାଇଁ ଦାବି ହୋଇଛି। ପ୍ରଶାସନ ପକ୍ଷରୁ ଆବଶ୍ୟକ ପଦକ୍ଷେପ ନିଆଯିବ ବୋଲି ଆଶ୍ୱାସନା ଦିଆଯାଇଛି। ତଦନ୍ତ ରିପୋର୍ଟ ଆସିବା ପରେ ପରବର୍ତ୍ତୀ ନିଷ୍ପତ୍ତି ନିଆଯିବ।: [820, 171, 1016, 242]
- divider: [1028, 184, 1214, 186]
- temple-shape: [1304, 35, 1375, 101]
- person-head: [657, 293, 671, 313]
- a11-col4: [617, 822, 813, 883]
- a14-body-right: ଏହି ଘଟଣା ସମ୍ପର୍କରେ ସ୍ଥାନୀୟ ଲୋକମାନେ କ୍ଷୋଭ ପ୍ରକାଶ କରିଛନ୍ତି। ସମ୍ପୃକ୍ତ କର୍ତ୍ତୃପକ୍ଷଙ୍କ ଦୃଷ୍ଟି ଆକର୍ଷଣ କରାଯାଇଛି। ଦୋଷୀଙ୍କ ବିରୁଦ୍ଧରେ କଠୋର କାର୍ଯ୍ୟାନୁଷ୍ଠାନ ଗ୍ରହଣ କରିବା ପାଇଁ ଦାବି ହୋଇଛି। ପ୍ରଶାସନ ପକ୍ଷରୁ ଆବଶ୍ୟକ ପଦକ୍ଷେପ ନିଆଯିବ ବୋଲି ଆଶ୍ୱାସନା ଦିଆଯାଇଛି। ତଦନ୍ତ ରିପୋର୍ଟ ଆସିବା ପରେ ପରବର୍ତ୍ତୀ ନିଷ୍ପତ୍ତି ନିଆଯିବ।: [194, 2281, 723, 2315]
- anniversary-seal: [21, 8, 113, 100]
- a12-body: ଏକ ସଡ଼କ ଦୁର୍ଘଟଣାରେ ଜଣେ ଫାଇନାନ୍ସ କମ୍ପାନୀର କର୍ମଚାରୀଙ୍କ ମୃତ୍ୟୁ ଘଟିଛି। ମୃତକ ନିଜ କାମରେ ଯାଉଥିବା ସମୟରେ ଏକ ଟ୍ରକ ସହ ଧକ୍କା ହୋଇଥିଲେ। ଘଟଣାସ୍ଥଳରେ ହିଁ ତାଙ୍କ ମୃତ୍ୟୁ ହୋଇଥିଲା। ପୋଲିସ ଶବକୁ ଜବତ କରି ବ୍ୟବଚ୍ଛେଦ ପାଇଁ ପଠାଇଛି।: [1028, 834, 1214, 893]
- a1-headline: ଛାତରୁ ଖସି ଯୁବକର ମୃତ୍ୟୁ: [13, 114, 152, 158]
- a13-body-cont: ଏହି ଘଟଣା ସମ୍ପର୍କରେ ସ୍ଥାନୀୟ ଲୋକମାନେ କ୍ଷୋଭ ପ୍ରକାଶ କରିଛନ୍ତି। ସମ୍ପୃକ୍ତ କର୍ତ୍ତୃପକ୍ଷଙ୍କ ଦୃଷ୍ଟି ଆକର୍ଷଣ କରାଯାଇଛି। ଦୋଷୀଙ୍କ ବିରୁଦ୍ଧରେ କଠୋର କାର୍ଯ୍ୟାନୁଷ୍ଠାନ ଗ୍ରହଣ କରିବା ପାଇଁ ଦାବି ହୋଇଛି। ପ୍ରଶାସନ ପକ୍ଷରୁ ଆବଶ୍ୟକ ପଦକ୍ଷେପ ନିଆଯିବ ବୋଲି ଆଶ୍ୱାସନା ଦିଆଯାଇଛି। ତଦନ୍ତ ରିପୋର୍ଟ ଆସିବା ପରେ ପରବର୍ତ୍ତୀ ନିଷ୍ପତ୍ତି ନିଆଯିବ।: [13, 1335, 199, 1419]
- a15-headline: କଂଗ୍ରେସ ପକ୍ଷରୁ କୁଶପୁତ୍ତଳିକା ଦାହ: [1028, 912, 1164, 956]
- masthead: [8, 6, 1469, 102]
- print-calibration-bar: [8, 2321, 1469, 2335]
- yellow-dot: [894, 2323, 905, 2334]
- power-tower-icon: [258, 2131, 261, 2241]
- person-body: [195, 2119, 722, 2172]
- a2-body-2: ସ୍ଥାନୀୟ ଅଞ୍ଚଳବାସୀ ବାରମ୍ବାର ଦାବି କରିବା ପରେ ଯାଇ ଏହି ସୂଚନାଫଳକ ଲାଗିଛି। ଏଥିରେ ଏହି ରାସ୍ତାରେ ଯାତାୟାତ କରୁଥିବା ଲୋକମାନେ ସୁରକ୍ଷିତ ଭାବେ ଯିବା ଆସିବା କରିପାରିବେ ବୋଲି ଆଶା କରାଯାଉଛି। ସଡ଼କ ସୁରକ୍ଷା ସମ୍ପର୍କରେ ସଚେତନତା ମଧ୍ୟ ଅଧିକ ଆବଶ୍ୟକ ବୋଲି କୁହାଯାଇଛି।: [211, 621, 407, 680]
- person-body: [655, 313, 672, 374]
- a9-body-col4: ଏହି ଘଟଣା ସମ୍ପର୍କରେ ସ୍ଥାନୀୟ ଲୋକମାନେ କ୍ଷୋଭ ପ୍ରକାଶ କରିଛନ୍ତି। ସମ୍ପୃକ୍ତ କର୍ତ୍ତୃପକ୍ଷଙ୍କ ଦୃଷ୍ଟି ଆକର୍ଷଣ କରାଯାଇଛି। ଦୋଷୀଙ୍କ ବିରୁଦ୍ଧରେ କଠୋର କାର୍ଯ୍ୟାନୁଷ୍ଠାନ ଗ୍ରହଣ କରିବା ପାଇଁ ଦାବି ହୋଇଛି। ପ୍ରଶାସନ ପକ୍ଷରୁ ଆବଶ୍ୟକ ପଦକ୍ଷେପ ନିଆଯିବ ବୋଲି ଆଶ୍ୱାସନା ଦିଆଯାଇଛି। ତଦନ୍ତ ରିପୋର୍ଟ ଆସିବା ପରେ ପରବର୍ତ୍ତୀ ନିଷ୍ପତ୍ତି ନିଆଯିବ।: [617, 742, 813, 814]
- a3-dateline: ସୋରୋ, ୧୫ା୪(ନିଜ ଅଞ୍ଚଳ ପ୍ରତିନିଧି):: [1028, 189, 1146, 200]
- a2-col5: [820, 109, 1016, 244]
- a6-body-left: ବାଲେଶ୍ୱରର ଐତିହ୍ୟ ଛେନାପୋଡ଼ ପାଇଁ ଜିଆଇ ଟ୍ୟାଗ ମାନ୍ୟତା ମିଳିବା ଆବଶ୍ୟକ ବୋଲି ବକ୍ତାମାନେ ମତ ଦେଇଛନ୍ତି। ଶନିବାର ସ୍ଥାନୀୟ ଏକ ଅନୁଷ୍ଠାନରେ ବିଶ୍ୱ ଛେନାପୋଡ଼ ଦିବସ ପାଳନ କରାଯାଇଥିଲା। ଏଥିରେ ମିଠା ବ୍ୟବସାୟୀ ସଂଘର ପ୍ରତିନିଧିମାନେ ଯୋଗ ଦେଇଥିଲେ। ଛେନାପୋଡ଼ର ଇତିହାସ ଓ ପ୍ରସ୍ତୁତି ଶୈଳୀ ଉପରେ ଆଲୋଚନା କରାଯାଇଥିଲା। ଏହାକୁ ଅନ୍ତର୍ଜାତୀୟ ସ୍ତରରେ ପରିଚିତ କରାଇବା ପାଇଁ ଉଦ୍ୟମ ଜାରି ରହିଛି ବୋଲି କୁହାଯାଇଛି।: [216, 733, 402, 841]
- divider: [1028, 559, 1214, 561]
- person-body: [618, 668, 812, 716]
- a14-dateline: ବାଲେଶ୍ୱର, ୧୫ା୪(ବାଣିଜ୍ୟିକ ବିଭାଗ):: [35, 2162, 161, 2173]
- a12-headline: ଦୁର୍ଘଟଣାରେ ଫାଇନାନ୍ସ କର୍ମଚାରୀଙ୍କ ମୃତ୍ୟୁ: [1028, 766, 1196, 811]
- a2-cont: [414, 109, 610, 244]
- a9-photo: [617, 620, 813, 730]
- a14-photo-caption: ଗ୍ରିଡ଼ପ୍ରାୟ ନିକଟରେ ଟିପିଏନଓଡିଏଲ୍ ଅଧିକାରୀ ଓ କର୍ମଚାରୀ।: [372, 2270, 545, 2280]
- person-body: [1029, 1033, 1213, 1104]
- a13-body: ମୃତ୍ୟୁ ପରେ ନେତ୍ରଦାନ କରି ଜଣେ ବ୍ୟକ୍ତି ଦୃଷ୍ଟାନ୍ତ ସୃଷ୍ଟି କରିଛନ୍ତି। ତାଙ୍କ ପରିବାର ଲୋକଙ୍କ ସମ୍ମତିରେ ଏହି ନେତ୍ରଦାନ ସମ୍ଭବ ହୋଇଥିଲା। ନେତ୍ର ବ୍ୟାଙ୍କ ପ୍ରତିନିଧିମାନେ ଘଟଣାସ୍ଥଳରେ ପହଞ୍ଚି ନେତ୍ର ସଂଗ୍ରହ କରିଥିଲେ। ଏହାଦ୍ୱାରା ଦୁଇଜଣ ଅନ୍ଧ ବ୍ୟକ୍ତି ଦୃଷ୍ଟିଶକ୍ତି ପାଇବେ।: [13, 1262, 199, 1333]
- a9-body-col5: ସ୍ଥାନୀୟ ପ୍ରାଥମିକ ଶିକ୍ଷକ ଶିକ୍ଷା ପ୍ରତିଷ୍ଠାନର ବାର୍ଷିକ ଉତ୍ସବ ଅନୁଷ୍ଠିତ ହୋଇଯାଇଛି। ଏହି ଅବସରରେ ‘ଝିଅ ନୁହେଁ ସେ ହୀରାଟିଏ’ ନାଟକ ମଞ୍ଚସ୍ଥ ହୋଇଥିଲା। ନାଟକଟି ଦର୍ଶକଙ୍କୁ ଆକର୍ଷିତ କରିଥିଲା। ଛାତ୍ରଛାତ୍ରୀଙ୍କ ଅଭିନୟ ପ୍ରଶଂସିତ ହୋଇଥିଲା। ଶେଷରେ ପୁରସ୍କାର ବିତରଣ କରାଯାଇଥିଲା।: [820, 431, 1016, 490]
